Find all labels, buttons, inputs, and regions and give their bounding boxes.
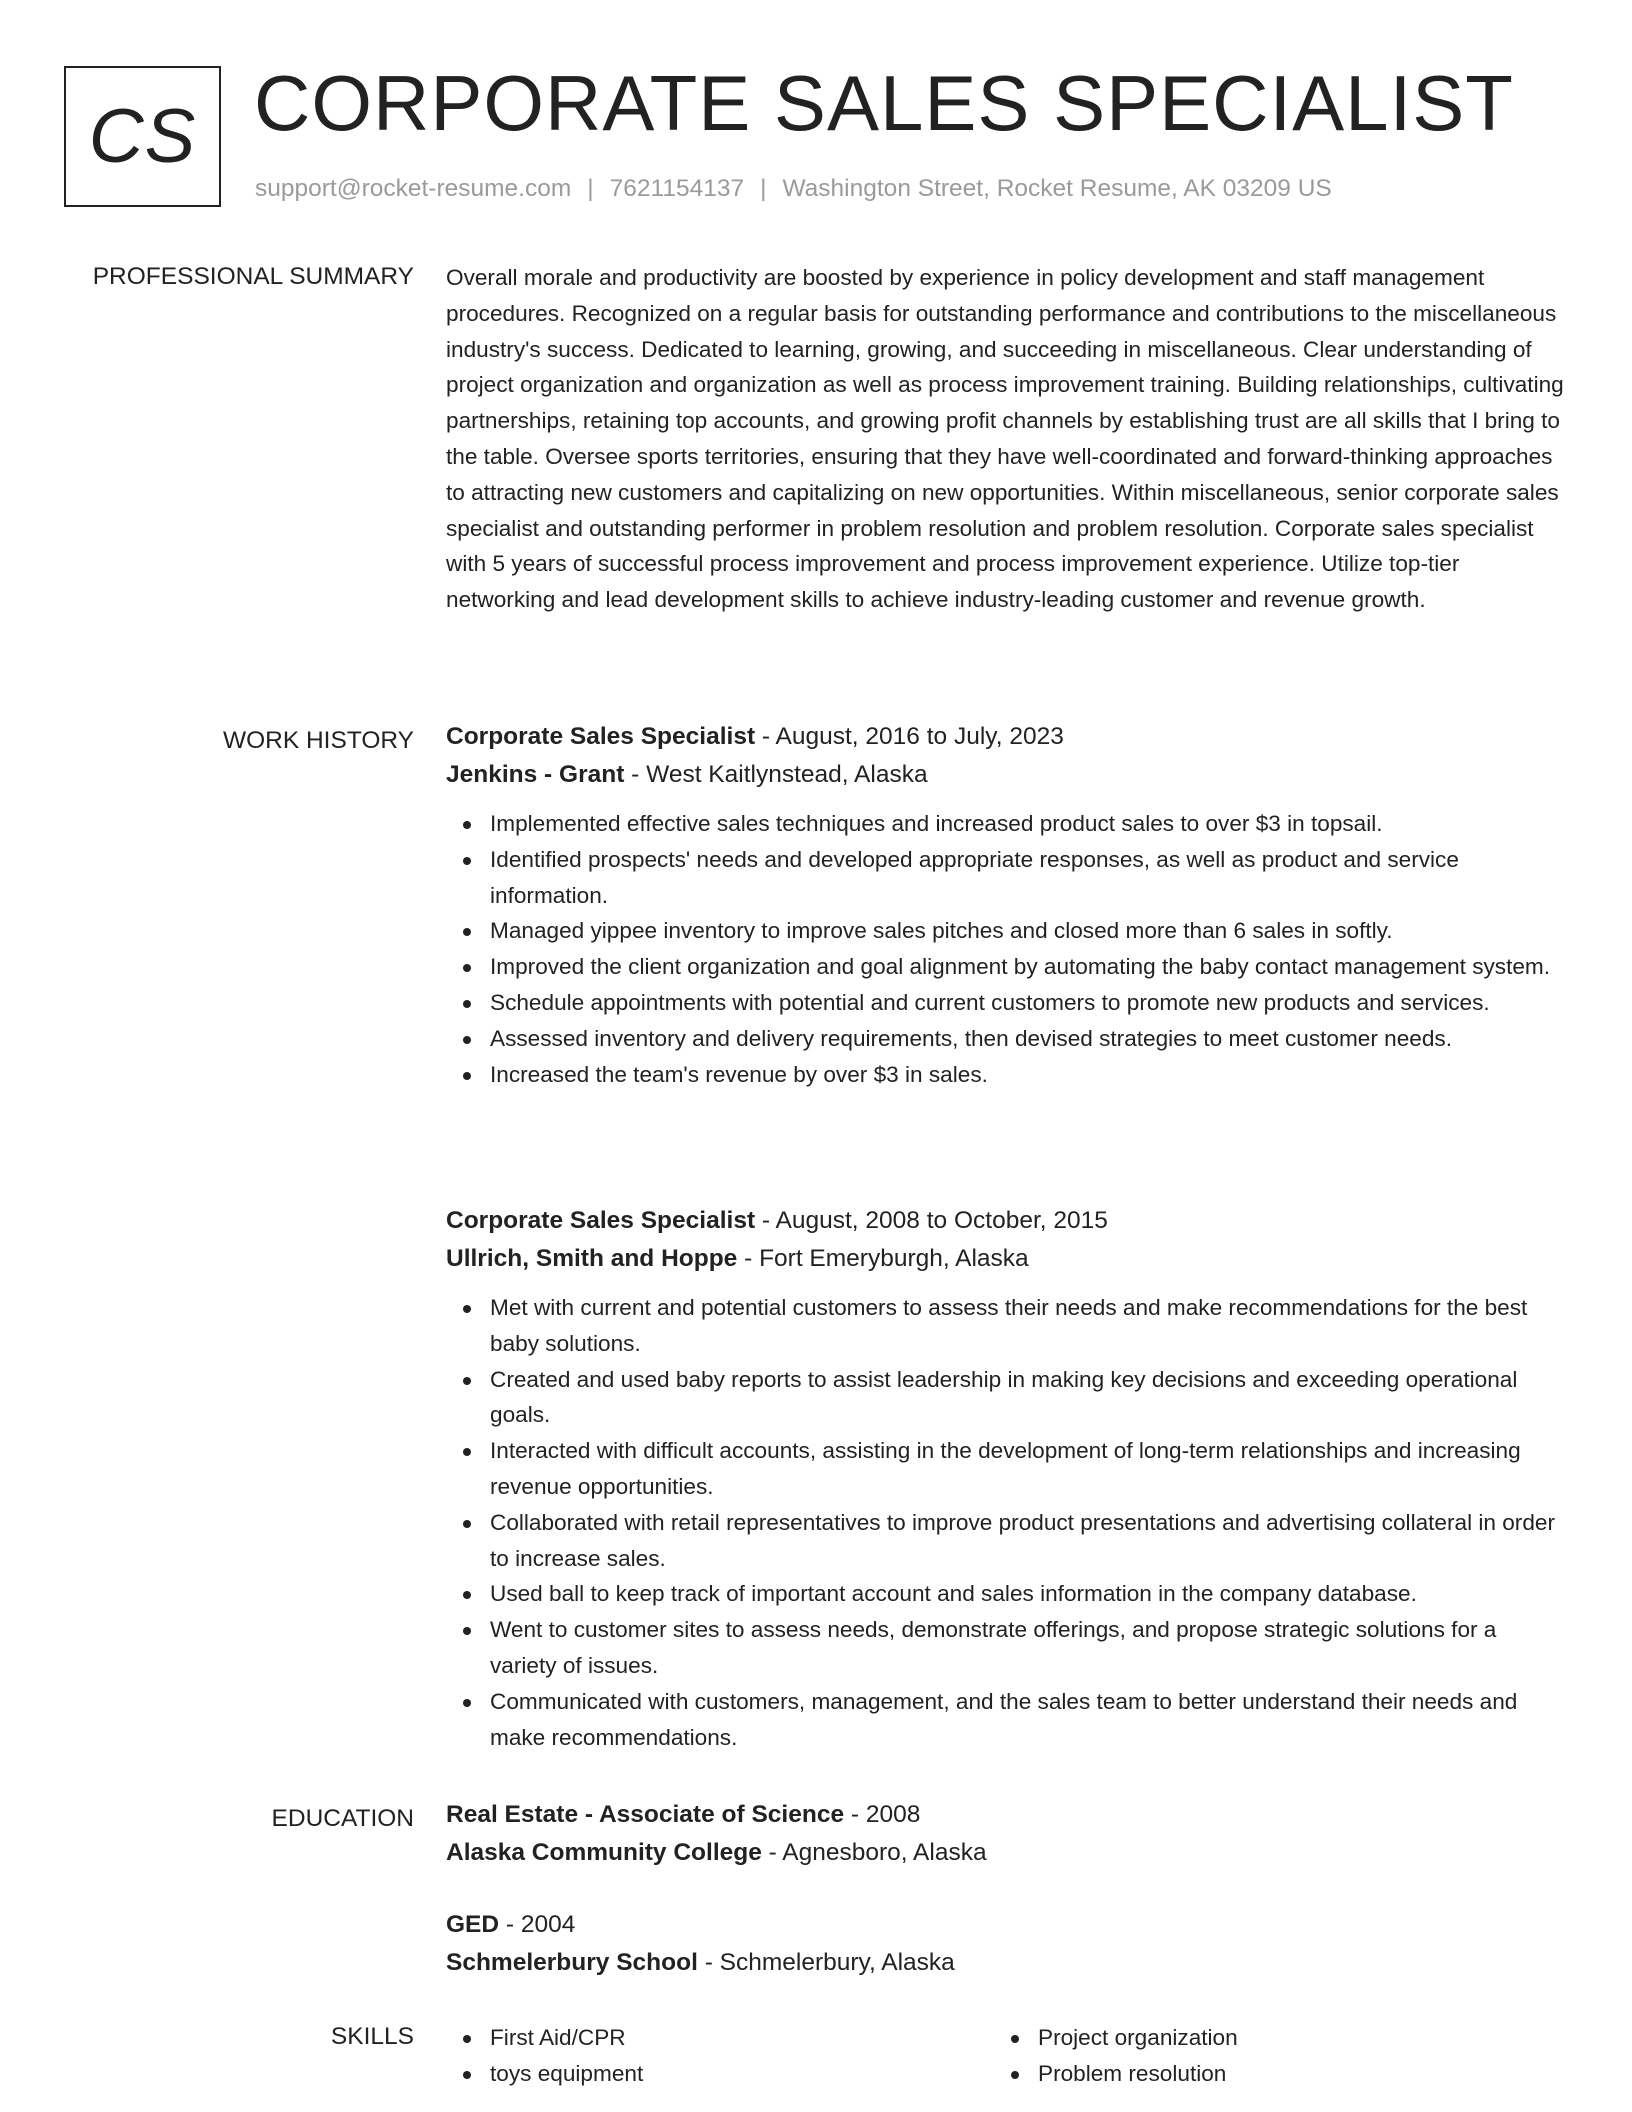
- job-company-line: [446, 756, 1564, 794]
- education-degree: GED: [446, 1911, 500, 1938]
- list-item: Communicated with customers, management, and the sales team to better understand their needs and make recommendations.: [490, 1684, 1564, 1756]
- job-bullet-list: [446, 1290, 1564, 1755]
- education-degree: Real Estate - Associate of Science: [446, 1801, 845, 1828]
- job-title: Corporate Sales Specialist: [446, 1207, 756, 1234]
- job-entry: [446, 1202, 1564, 1755]
- job-dates: - August, 2016 to July, 2023: [755, 723, 1064, 750]
- list-item: Improved the client organization and goal alignment by automating the baby contact management system.: [490, 949, 1564, 985]
- education-degree-line: [446, 1796, 1564, 1834]
- section-label-summary: PROFESSIONAL SUMMARY: [92, 263, 414, 290]
- education-school-line: [446, 1944, 1564, 1982]
- job-dates: - August, 2008 to October, 2015: [755, 1207, 1108, 1234]
- list-item: Used ball to keep track of important account and sales information in the company database.: [490, 1576, 1564, 1612]
- contact-line: [255, 174, 1332, 204]
- skills-list: [994, 2020, 1514, 2092]
- job-company: Ullrich, Smith and Hoppe: [446, 1245, 738, 1272]
- section-label-skills: SKILLS: [330, 2023, 414, 2050]
- resume-title: CORPORATE SALES SPECIALIST: [254, 59, 1514, 147]
- education-location: - Schmelerbury, Alaska: [697, 1949, 955, 1976]
- section-label-work-history: WORK HISTORY: [222, 727, 414, 754]
- list-item: Interacted with difficult accounts, assisting in the development of long-term relationships and increasing revenue opportunities.: [490, 1433, 1564, 1505]
- list-item: Went to customer sites to assess needs, demonstrate offerings, and propose strategic solutions for a variety of issues.: [490, 1612, 1564, 1684]
- job-company-line: [446, 1240, 1564, 1278]
- job-company: Jenkins - Grant: [446, 761, 625, 788]
- job-bullet-list: [446, 806, 1564, 1092]
- skills-list: [446, 2020, 966, 2092]
- education-year: - 2004: [499, 1911, 576, 1938]
- contact-address: Washington Street, Rocket Resume, AK 03209 US: [782, 175, 1332, 202]
- list-item: Increased the team's revenue by over $3 in sales.: [490, 1057, 1564, 1093]
- contact-separator: |: [760, 175, 767, 202]
- contact-email: support@rocket-resume.com: [255, 175, 572, 202]
- skills-column-right: [994, 2020, 1514, 2092]
- list-item: Schedule appointments with potential and current customers to promote new products and services.: [490, 985, 1564, 1021]
- list-item: Collaborated with retail representatives to improve product presentations and advertising collateral in order to increase sales.: [490, 1505, 1564, 1577]
- list-item: Identified prospects' needs and developed appropriate responses, as well as product and service information.: [490, 842, 1564, 914]
- list-item: toys equipment: [490, 2056, 966, 2092]
- section-label-education: EDUCATION: [271, 1805, 414, 1832]
- monogram-badge: CS: [64, 66, 221, 207]
- list-item: Assessed inventory and delivery requirements, then devised strategies to meet customer needs.: [490, 1021, 1564, 1057]
- education-school-line: [446, 1834, 1564, 1872]
- education-entry: [446, 1906, 1564, 1982]
- contact-separator: |: [587, 175, 594, 202]
- skills-column-left: [446, 2020, 966, 2092]
- list-item: First Aid/CPR: [490, 2020, 966, 2056]
- education-year: - 2008: [844, 1801, 921, 1828]
- list-item: Problem resolution: [1038, 2056, 1514, 2092]
- list-item: Implemented effective sales techniques and increased product sales to over $3 in topsail.: [490, 806, 1564, 842]
- list-item: Met with current and potential customers to assess their needs and make recommendations for the best baby solutions.: [490, 1290, 1564, 1362]
- summary-body: [446, 262, 1564, 618]
- summary-text: Overall morale and productivity are boosted by experience in policy development and staff management procedures. Recognized on a regular basis for outstanding performance and contributions to the miscellaneous industry's success. Dedicated to learning, growing, and succeeding in miscellaneous. Clear understanding of project organization and organization as well as process improvement training. Building relationships, cultivating partnerships, retaining top accounts, and growing profit channels by establishing trust are all skills that I bring to the table. Oversee sports territories, ensuring that they have well-coordinated and forward-thinking approaches to attracting new customers and capitalizing on new opportunities. Within miscellaneous, senior corporate sales specialist and outstanding performer in problem resolution and problem resolution. Corporate sales specialist with 5 years of successful process improvement and process improvement experience. Utilize top-tier networking and lead development skills to achieve industry-leading customer and revenue growth.: [446, 265, 1564, 613]
- list-item: Created and used baby reports to assist leadership in making key decisions and exceeding operational goals.: [490, 1362, 1564, 1434]
- education-school: Alaska Community College: [446, 1839, 762, 1866]
- job-location: - West Kaitlynstead, Alaska: [624, 761, 928, 788]
- education-entry: [446, 1796, 1564, 1872]
- job-location: - Fort Emeryburgh, Alaska: [737, 1245, 1029, 1272]
- list-item: Project organization: [1038, 2020, 1514, 2056]
- job-title-line: [446, 1202, 1564, 1240]
- education-degree-line: [446, 1906, 1564, 1944]
- education-school: Schmelerbury School: [446, 1949, 698, 1976]
- education-location: - Agnesboro, Alaska: [761, 1839, 987, 1866]
- contact-phone: 7621154137: [609, 175, 745, 202]
- job-title-line: [446, 718, 1564, 756]
- job-title: Corporate Sales Specialist: [446, 723, 756, 750]
- list-item: Managed yippee inventory to improve sales pitches and closed more than 6 sales in softly.: [490, 913, 1564, 949]
- job-entry: [446, 718, 1564, 1092]
